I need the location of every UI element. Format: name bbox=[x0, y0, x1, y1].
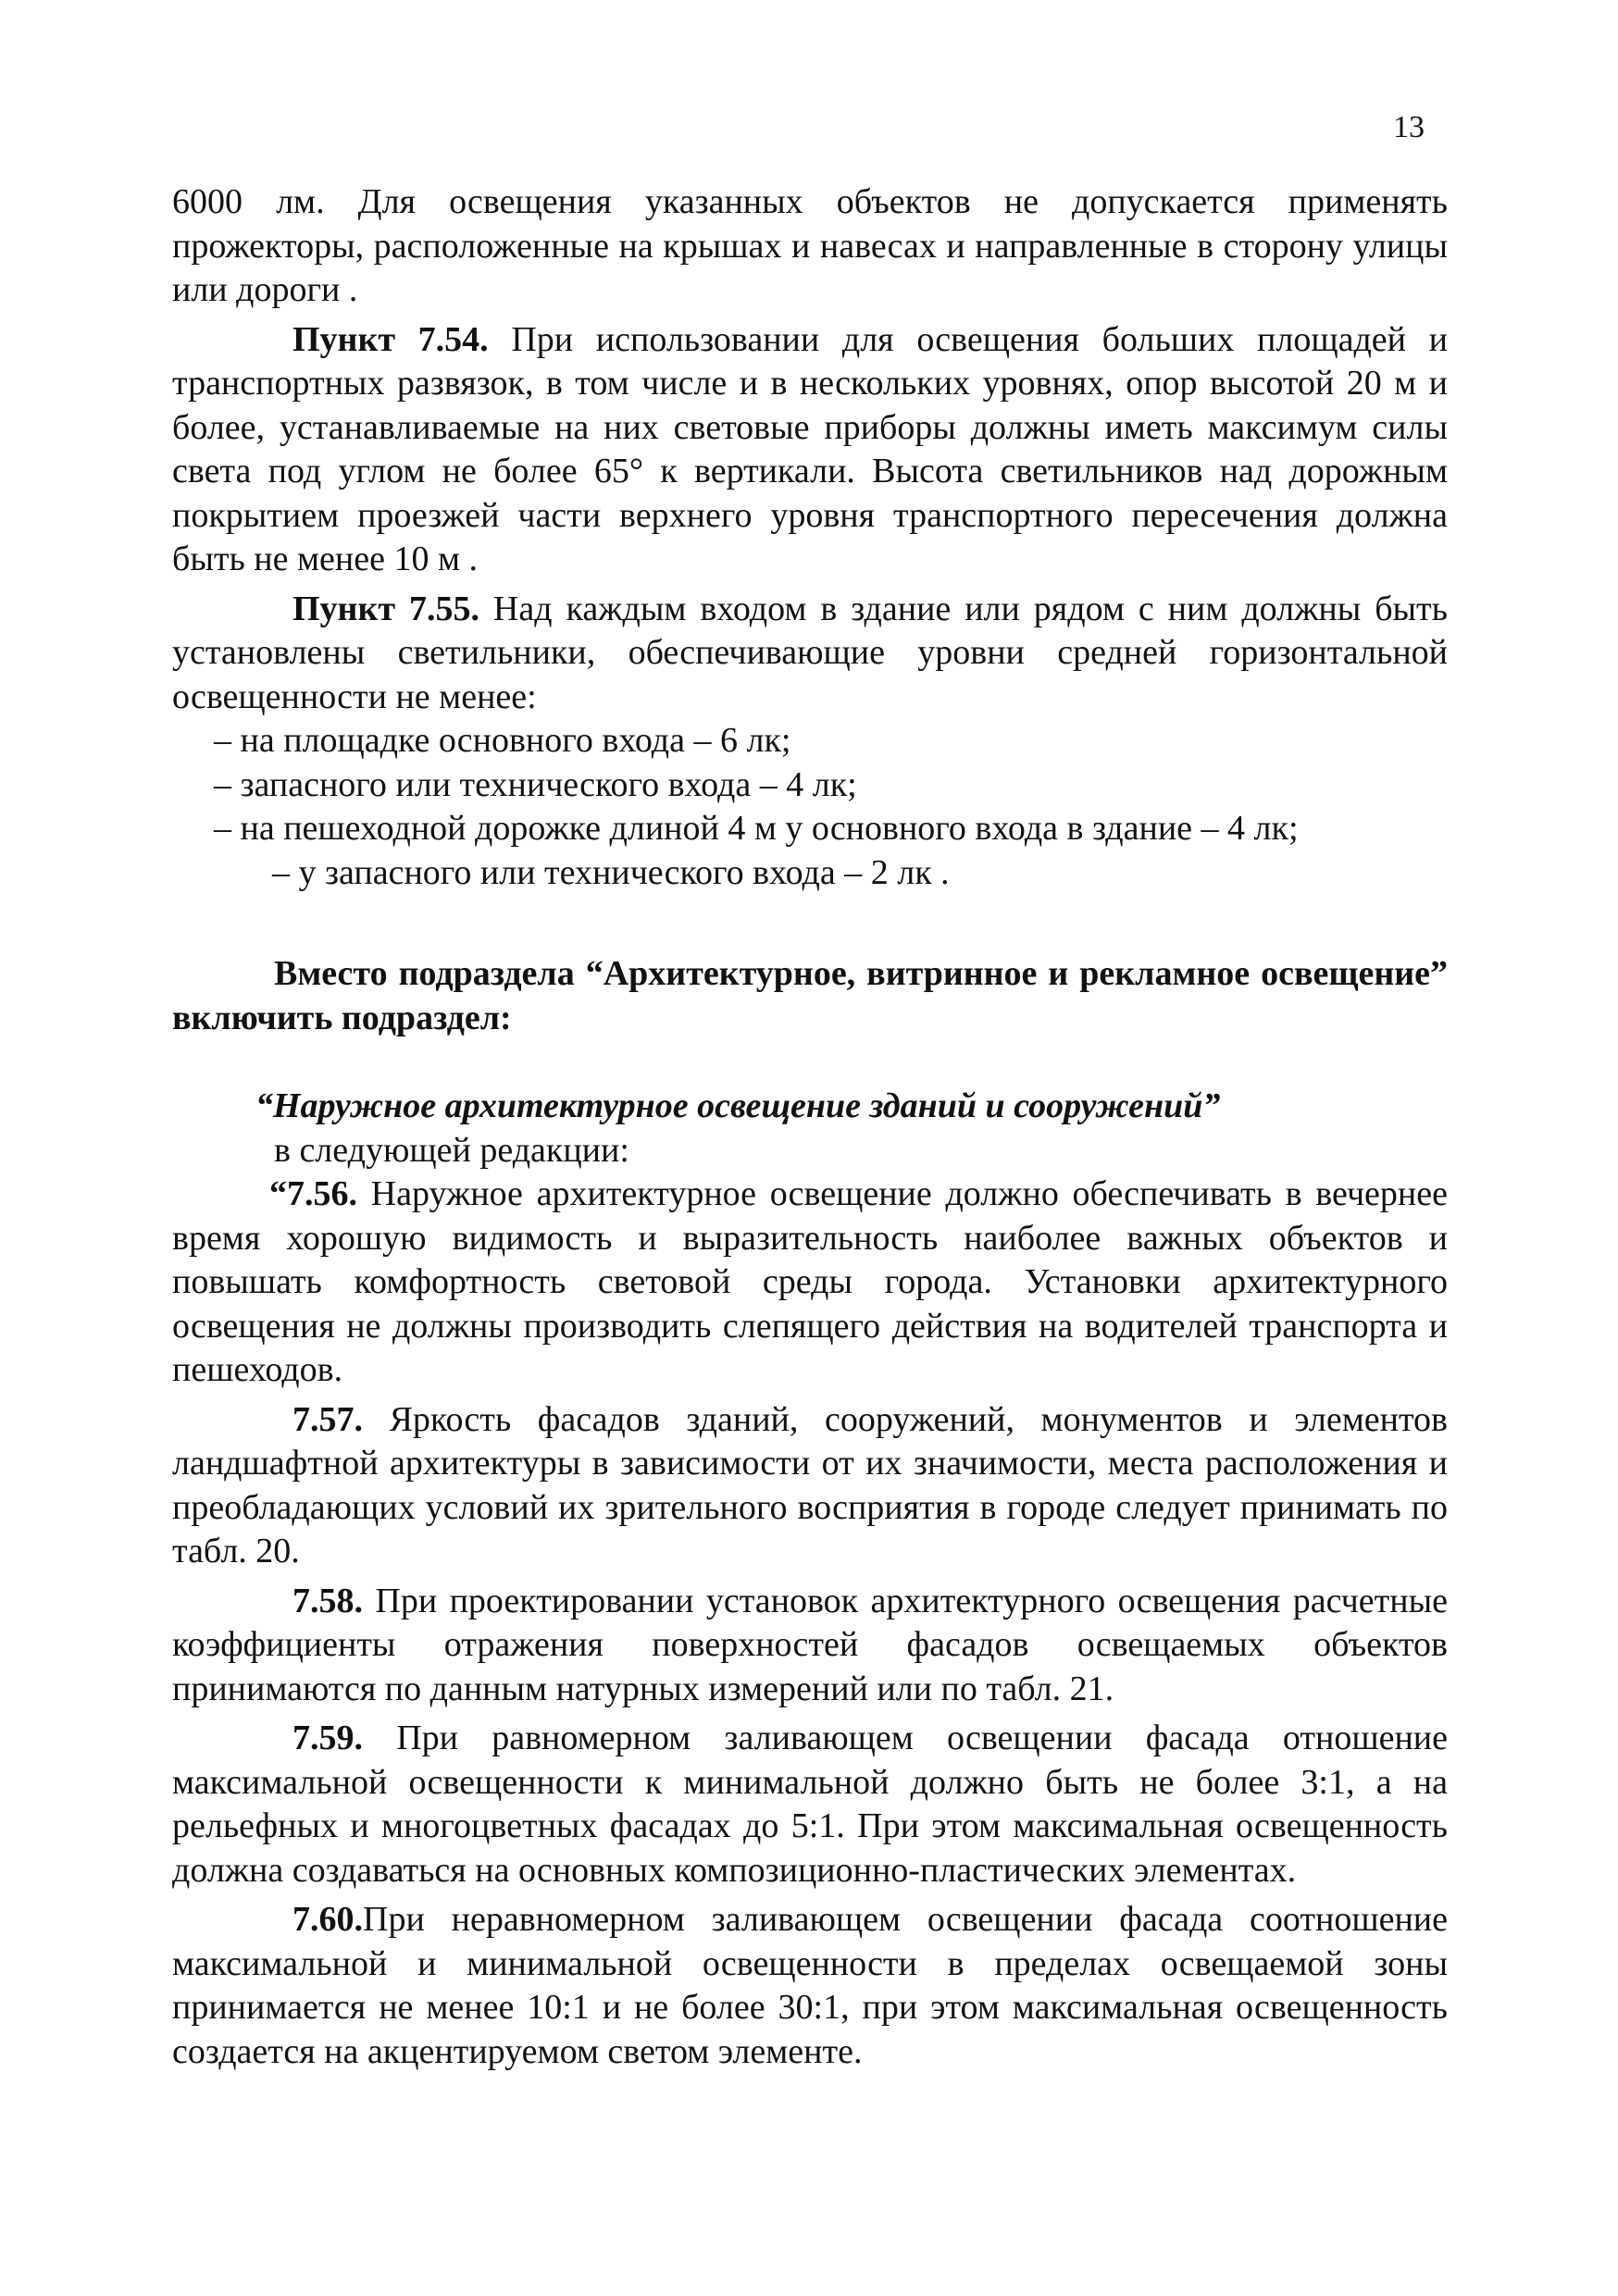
clause-label-7-57: 7.57. bbox=[292, 1399, 363, 1439]
page-number: 13 bbox=[1393, 110, 1425, 144]
document-body bbox=[172, 180, 1448, 2074]
list-item: – на пешеходной дорожке длиной 4 м у основного входа в здание – 4 лк; bbox=[214, 809, 1299, 848]
clause-label-7-56: “7.56. bbox=[269, 1174, 357, 1213]
section-heading: Вместо подраздела “Архитектурное, витринное и рекламное освещение” включить подраздел: bbox=[172, 954, 1448, 1037]
clause-text-7-57: Яркость фасадов зданий, сооружений, монументов и элементов ландшафтной архитектуры в зависимости от их значимости, места расположения и преобладающих условий их зрительного восприятия в городе следует принимать по табл. 20. bbox=[172, 1399, 1448, 1570]
paragraph-7-55 bbox=[172, 588, 1448, 720]
subsection-edition-note: в следующей редакции: bbox=[274, 1130, 629, 1170]
paragraph-7-54 bbox=[172, 318, 1448, 582]
clause-7-60 bbox=[172, 1898, 1448, 2074]
clause-7-59 bbox=[172, 1717, 1448, 1893]
clause-7-58 bbox=[172, 1580, 1448, 1712]
list-item: – на площадке основного входа – 6 лк; bbox=[214, 721, 791, 760]
clause-label-7-60: 7.60. bbox=[292, 1900, 363, 1939]
clause-label-7-55: Пункт 7.55. bbox=[292, 589, 479, 628]
clause-text-7-55: Над каждым входом в здание или рядом с ним должны быть установлены светильники, обеспечивающие уровни средней горизонтальной освещенности не менее: bbox=[172, 589, 1448, 716]
clause-text-7-54: При использовании для освещения больших площадей и транспортных развязок, в том числе и в нескольких уровнях, опор высотой 20 м и более, устанавливаемые на них световые приборы должны иметь максимум силы света под углом не более 65° к вертикали. Высота светильников над дорожным покрытием проезжей части верхнего уровня транспортного пересечения должна быть не менее 10 м . bbox=[172, 319, 1449, 578]
clause-label-7-59: 7.59. bbox=[292, 1719, 363, 1757]
clause-text-7-60: При неравномерном заливающем освещении фасада соотношение максимальной и минимальной освещенности в пределах освещаемой зоны принимается не менее 10:1 и не более 30:1, при этом максимальная освещенность создается на акцентируемом светом элементе. bbox=[172, 1900, 1448, 2071]
subsection-title: “Наружное архитектурное освещение зданий и сооружений” bbox=[255, 1086, 1221, 1125]
clause-text-7-58: При проектировании установок архитектурного освещения расчетные коэффициенты отражения поверхностей фасадов освещаемых объектов принимаются по данным натурных измерений или по табл. 21. bbox=[172, 1581, 1448, 1708]
paragraph-continuation: 6000 лм. Для освещения указанных объектов не допускается применять прожекторы, расположенные на крышах и навесах и направленные в сторону улицы или дороги . bbox=[172, 182, 1448, 309]
clause-label-7-58: 7.58. bbox=[292, 1581, 363, 1620]
clause-7-56 bbox=[172, 1173, 1448, 1393]
clause-7-57 bbox=[172, 1398, 1448, 1574]
clause-label-7-54: Пункт 7.54. bbox=[292, 319, 489, 359]
list-item: – у запасного или технического входа – 2 лк . bbox=[272, 852, 950, 892]
clause-text-7-56: Наружное архитектурное освещение должно обеспечивать в вечернее время хорошую видимость и выразительность наиболее важных объектов и повышать комфортность световой среды города. Установки архитектурного освещения не должны производить слепящего действия на водителей транспорта и пешеходов. bbox=[172, 1174, 1448, 1389]
list-item: – запасного или технического входа – 4 лк; bbox=[214, 764, 857, 804]
clause-text-7-59: При равномерном заливающем освещении фасада отношение максимальной освещенности к минимальной должно быть не более 3:1, а на рельефных и многоцветных фасадах до 5:1. При этом максимальная освещенность должна создаваться на основных композиционно-пластических элементах. bbox=[172, 1719, 1448, 1890]
